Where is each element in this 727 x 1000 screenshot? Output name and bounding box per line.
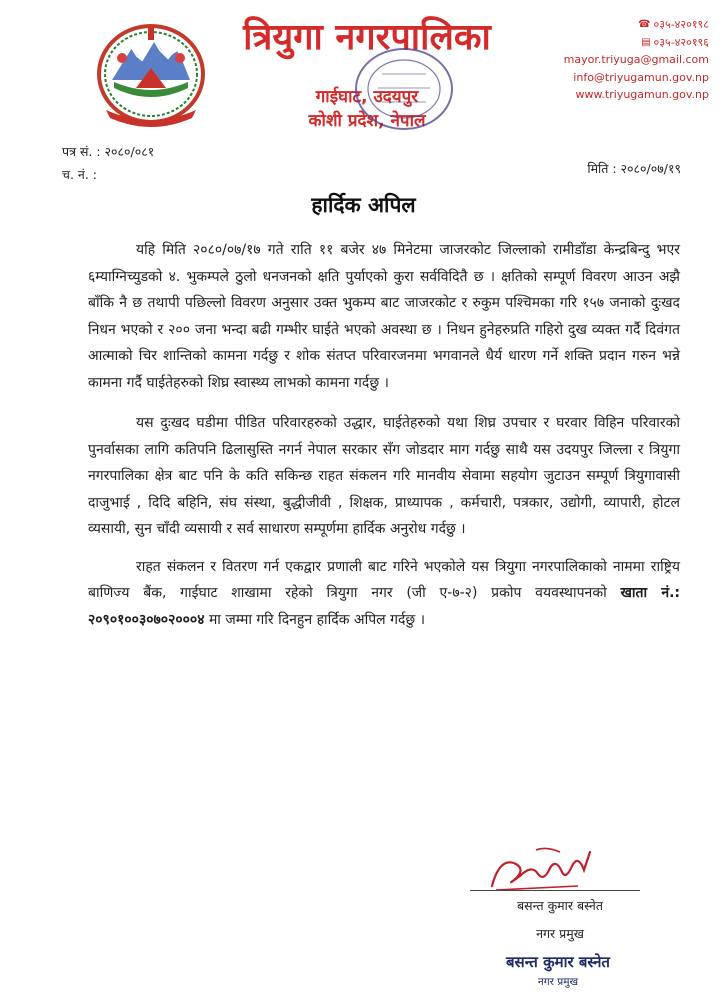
paragraph-3-text-before: राहत संकलन र वितरण गर्न एकद्वार प्रणाली बाट गरिने भएकोले यस त्रियुगा नगरपालिकाको नाममा राष्ट्रिय बाणिज्य बैंक, गाईघाट शाखामा रहेको त्रियुगा नगर (जी ए-७-२) प्रकोप वयवस्थापनको	[88, 558, 680, 601]
letter-date: मिति : २०८०/०७/१९	[587, 161, 681, 176]
chalani-number: च. नं. :	[62, 167, 97, 182]
signatory-post: नगर प्रमुख	[536, 926, 584, 941]
municipality-stamp-icon	[352, 44, 456, 134]
paragraph-3	[88, 554, 680, 634]
municipality-address-line2: कोशी प्रदेश, नेपाल	[308, 111, 426, 131]
seal-post: नगर प्रमुख	[537, 976, 579, 988]
municipality-address-line1: गाईघाट, उदयपुर	[315, 87, 419, 107]
phone-icon: ☎	[638, 19, 651, 30]
fax-icon: ▤	[641, 36, 651, 48]
paragraph-3-text-after: मा जम्मा गरि दिनहुन हार्दिक अपिल गर्दछु ।	[208, 611, 426, 628]
paragraph-2: यस दुःखद घडीमा पीडित परिवारहरुको उद्धार, घाईतेहरुको यथा शिघ्र उपचार र घरवार विहिन परिवारको पुनर्वासका लागि कतिपनि ढिलासुस्ति नगर्न नेपाल सरकार सँग जोडदार माग गर्दछु साथै यस उदयपुर जिल्ला र त्रियुगा नगरपालिका क्षेत्र बाट पनि के कति सकिन्छ राहत संकलन गरि मानवीय सेवामा सहयोग जुटाउन सम्पूर्ण त्रियुगावासी दाजुभाई , दिदि बहिनि, संघ संस्था, बुद्धीजीवी , शिक्षक, प्राध्यापक , कर्मचारी, पत्रकार, उद्योगी, व्यापारी, होटल व्यसायी, सुन चाँदी व्यसायी र सर्व साधारण सम्पूर्णमा हार्दिक अनुरोध गर्दछु ।	[88, 415, 680, 537]
signature-line	[470, 890, 640, 891]
signatory-name: बसन्त कुमार बस्नेत	[517, 898, 603, 913]
municipality-title: त्रियुगा नगरपालिका	[243, 17, 491, 58]
email-info[interactable]: info@triyugamun.gov.np	[573, 70, 709, 84]
nepal-emblem-icon	[92, 18, 210, 128]
email-row-2[interactable]	[564, 69, 709, 87]
account-number: २०९०१००३०७०२०००४	[88, 611, 205, 628]
email-row-1[interactable]	[564, 51, 709, 69]
website-link[interactable]: www.triyugamun.gov.np	[575, 88, 709, 101]
phone-number-1: ०३५-४२०१९८	[653, 18, 709, 31]
patra-sankhya: पत्र सं. : २०८०/०८१	[62, 144, 155, 159]
email-mayor[interactable]: mayor.triyuga@gmail.com	[563, 53, 709, 66]
paragraph-1: यहि मिति २०८०/०७/१७ गते राति ११ बजेर ४७ मिनेटमा जाजरकोट जिल्लाको रामीडाँडा केन्द्रबिन्दु भएर ६म्याग्निच्युडको ४. भुकम्पले ठुलो धनजनको क्षति पुर्याएको कुरा सर्वविदितै छ । क्षतिको सम्पूर्ण विवरण आउन अझै बाँकि नै छ तथापी पछिल्लो विवरण अनुसार उक्त भुकम्प बाट जाजरकोट र रुकुम पश्चिमका गरि १५७ जनाको दुःखद निधन भएको र २०० जना भन्दा बढी गम्भीर घाईते भएको अवस्था छ । निधन हुनेहरुप्रति गहिरो दुख व्यक्त गर्दै दिवंगत आत्माको चिर शान्तिको कामना गर्दछु र शोक संतप्त परिवारजनमा भगवानले धैर्य धारण गर्ने शक्ति प्रदान गरुन भन्ने कामना गर्दै घाईतेहरुको शिघ्र स्वास्थ्य लाभको कामना गर्दछु ।	[88, 242, 680, 391]
document-title: हार्दिक अपिल	[311, 193, 416, 217]
letter-body	[88, 237, 680, 647]
phone-row	[564, 16, 709, 34]
website-row[interactable]	[564, 86, 709, 104]
fax-row	[564, 34, 709, 52]
account-label: खाता नं.:	[620, 585, 681, 601]
phone-number-2: ०३५-४२०१९६	[653, 35, 709, 49]
seal-name: बसन्त कुमार बस्नेत	[505, 953, 610, 971]
contact-block	[564, 16, 709, 104]
